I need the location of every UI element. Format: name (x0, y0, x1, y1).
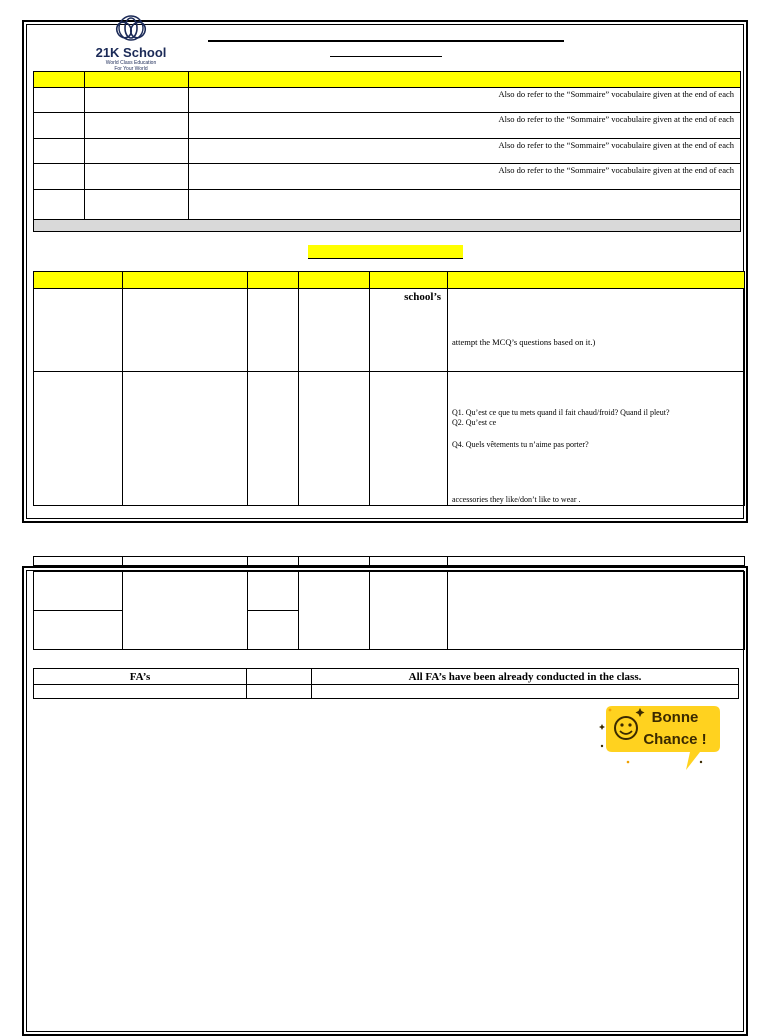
gray-divider-row (34, 220, 741, 232)
syllabus-header-row (34, 72, 741, 88)
syllabus-note: Also do refer to the “Sommaire” vocabulaire given at the end of each (189, 139, 741, 164)
fa-label: FA’s (34, 669, 247, 685)
title-rule (208, 40, 564, 42)
bonne-chance-sticker (596, 700, 736, 780)
table-row (34, 557, 745, 566)
school-word: school’s (370, 289, 448, 372)
fa-note: All FA’s have been already conducted in the class. (312, 669, 739, 685)
accessories-note: accessories they like/don’t like to wear . (452, 495, 581, 504)
school-logo (88, 14, 174, 70)
table-row (34, 113, 741, 139)
mcq-note: attempt the MCQ’s questions based on it.) (452, 337, 596, 347)
activity-table (33, 271, 745, 506)
table-row (34, 190, 741, 220)
sticker-line-1: Bonne (651, 709, 699, 726)
question-4: Q4. Quels vêtements tu n’aime pas porter? (452, 440, 589, 449)
question-2: Q2. Qu’est ce (452, 418, 497, 427)
fa-table (33, 668, 739, 699)
table-row (34, 289, 745, 372)
syllabus-note: Also do refer to the “Sommaire” vocabulaire given at the end of each (189, 113, 741, 139)
question-1: Q1. Qu’est ce que tu mets quand il fait chaud/froid? Quand il pleut? (452, 408, 670, 417)
continued-activity-table (33, 571, 745, 650)
school-name: 21K School (95, 45, 167, 60)
table-row (34, 572, 745, 611)
syllabus-note: Also do refer to the “Sommaire” vocabulaire given at the end of each (189, 164, 741, 190)
table-row (34, 88, 741, 113)
school-tagline-1: World Class Education (105, 60, 157, 66)
table-row (34, 685, 739, 699)
syllabus-table (33, 71, 741, 232)
table-row (34, 164, 741, 190)
section-highlight-bar (308, 245, 463, 259)
carryover-table-top (33, 556, 745, 566)
table-row (34, 372, 745, 506)
table-row (34, 669, 739, 685)
lotus-icon (88, 14, 174, 42)
subtitle-rule (330, 56, 442, 57)
activity-header-row (34, 272, 745, 289)
school-tagline-2: For Your World (114, 66, 148, 72)
sticker-line-2: Chance ! (643, 731, 707, 748)
syllabus-note: Also do refer to the “Sommaire” vocabulaire given at the end of each (189, 88, 741, 113)
table-row (34, 139, 741, 164)
